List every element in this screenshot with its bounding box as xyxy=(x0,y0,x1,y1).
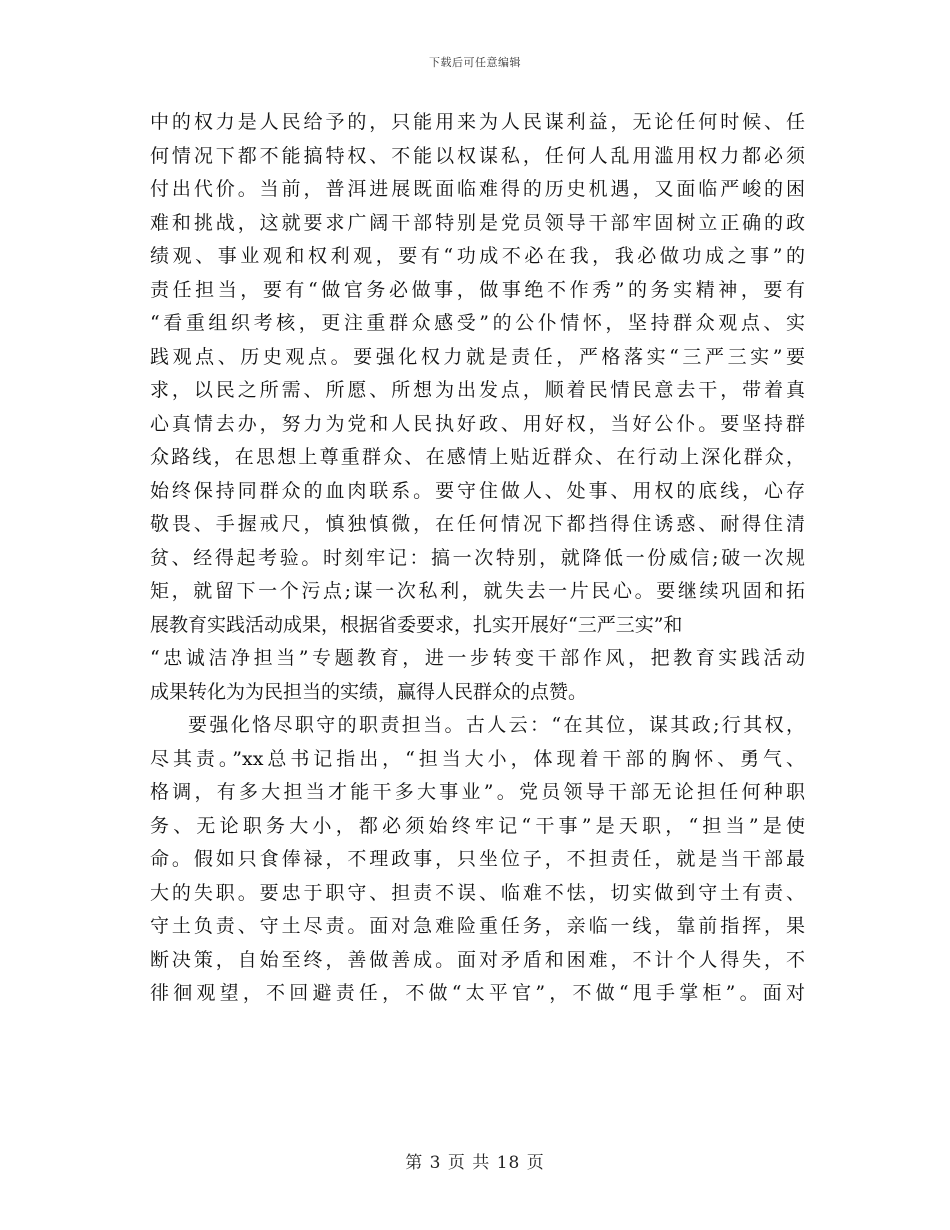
text-line: 绩观、事业观和权利观，要有“功成不必在我，我必做功成之事”的 xyxy=(150,245,805,267)
text-line: 中的权力是人民给予的，只能用来为人民谋利益，无论任何时候、任 xyxy=(150,111,805,133)
text-line: 践观点、历史观点。要强化权力就是责任，严格落实“三严三实”要 xyxy=(150,345,805,368)
text-line: 责任担当，要有“做官务必做事，做事绝不作秀”的务实精神，要有 xyxy=(150,278,805,301)
text-line: 尽其责。”xx总书记指出，“担当大小，体现着干部的胸怀、勇气、 xyxy=(150,747,805,770)
text-line: 始终保持同群众的血肉联系。要守住做人、处事、用权的底线，心存 xyxy=(150,479,805,502)
text-line: 敬畏、手握戒尺，慎独慎微，在任何情况下都挡得住诱惑、耐得住清 xyxy=(150,513,805,535)
text-line: 大的失职。要忠于职守、担责不误、临难不怯，切实做到守土有责、 xyxy=(150,881,805,904)
text-line: 守土负责、守土尽责。面对急难险重任务，亲临一线，靠前指挥，果 xyxy=(150,915,805,937)
text-line: 成果转化为为民担当的实绩，赢得人民群众的点赞。 xyxy=(150,680,588,703)
text-line: 付出代价。当前，普洱进展既面临难得的历史机遇，又面临严峻的困 xyxy=(150,178,805,200)
text-line: “忠诚洁净担当”专题教育，进一步转变干部作风，把教育实践活动 xyxy=(150,647,805,669)
text-line: “看重组织考核，更注重群众感受”的公仆情怀，坚持群众观点、实 xyxy=(150,312,805,334)
text-line: 命。假如只食俸禄，不理政事，只坐位子，不担责任，就是当干部最 xyxy=(150,848,805,870)
text-line: 众路线，在思想上尊重群众、在感情上贴近群众、在行动上深化群众， xyxy=(150,446,805,468)
page-header: 下载后可任意编辑 xyxy=(429,56,521,69)
paragraph-2 xyxy=(150,709,805,1011)
text-line: 难和挑战，这就要求广阔干部特别是党员领导干部牢固树立正确的政 xyxy=(150,211,805,234)
text-line: 贫、经得起考验。时刻牢记：搞一次特别，就降低一份威信;破一次规 xyxy=(150,546,805,569)
text-line: 求，以民之所需、所愿、所想为出发点，顺着民情民意去干，带着真 xyxy=(150,379,805,401)
text-line: 务、无论职务大小，都必须始终牢记“干事”是天职，“担当”是使 xyxy=(150,814,805,837)
document-body xyxy=(150,106,805,1011)
text-line: 何情况下都不能搞特权、不能以权谋私，任何人乱用滥用权力都必须 xyxy=(150,144,805,167)
page-footer: 第 3 页 共 18 页 xyxy=(405,1153,545,1173)
text-line: 格调，有多大担当才能干多大事业”。党员领导干部无论担任何种职 xyxy=(150,781,805,803)
text-line: 展教育实践活动成果，根据省委要求，扎实开展好“三严三实”和 xyxy=(150,613,683,636)
text-line: 徘徊观望，不回避责任，不做“太平官”，不做“甩手掌柜”。面对 xyxy=(150,982,805,1004)
text-line: 心真情去办，努力为党和人民执好政、用好权，当好公仆。要坚持群 xyxy=(150,412,805,435)
text-line: 断决策，自始至终，善做善成。面对矛盾和困难，不计个人得失，不 xyxy=(150,948,805,971)
text-line: 矩，就留下一个污点;谋一次私利，就失去一片民心。要继续巩固和拓 xyxy=(150,580,805,602)
text-line: 要强化恪尽职守的职责担当。古人云：“在其位，谋其政;行其权， xyxy=(188,714,805,736)
paragraph-1 xyxy=(150,106,805,709)
